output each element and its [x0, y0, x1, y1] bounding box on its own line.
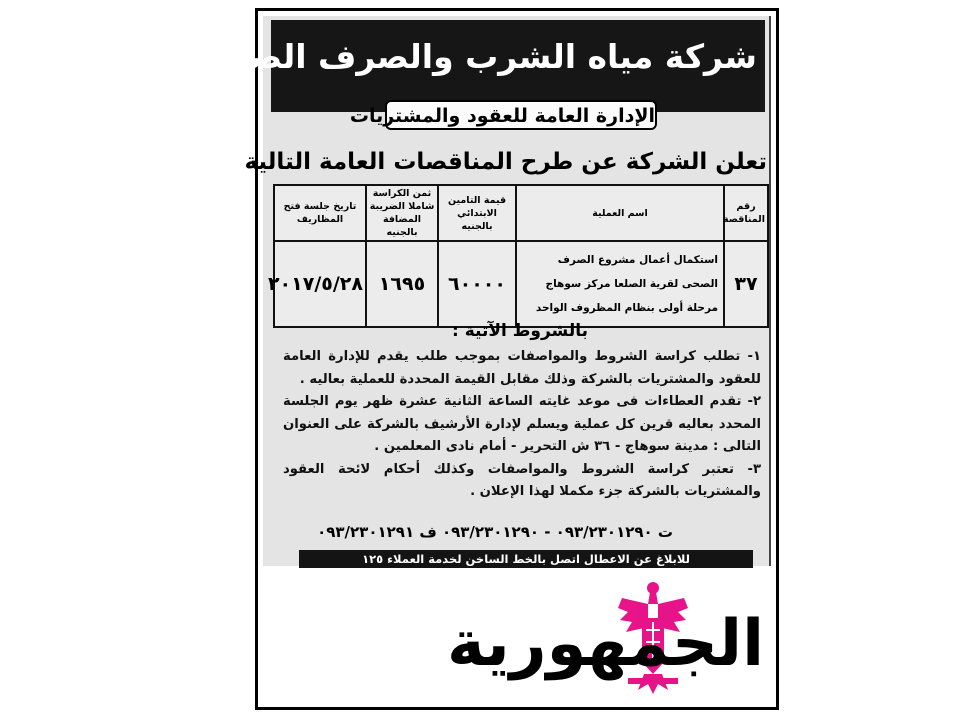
condition-item: ٣- تعتبر كراسة الشروط والمواصفات وكذلك أحكام لائحة العقود والمشتريات بالشركة جزء مكملا لهذا الإعلان . — [283, 461, 761, 499]
cell-operation: استكمال أعمال مشروع الصرف الصحى لقرية الصلعا مركز سوهاج مرحلة أولى بنظام المظروف الواحد — [516, 241, 724, 327]
table-row — [274, 241, 768, 327]
company-name: شركة مياه الشرب والصرف الصحى بسوهاج — [55, 37, 757, 76]
department-name: الإدارة العامة للعقود والمشتريات — [385, 100, 657, 130]
newspaper-clipping — [55, 16, 771, 566]
cell-booklet-price: ١٦٩٥ — [366, 241, 438, 327]
header-insurance: قيمة التامين الابتدائي بالجنيه — [438, 185, 516, 241]
header-operation: اسم العملية — [516, 185, 724, 241]
header-number: رقم المناقصة — [724, 185, 768, 241]
announcement-title: تعلن الشركة عن طرح المناقصات العامة التالية — [244, 149, 767, 175]
header-session-date: تاريخ جلسة فتح المظاريف — [274, 185, 366, 241]
cell-insurance: ٦٠٠٠٠ — [438, 241, 516, 327]
tender-table — [267, 184, 769, 328]
condition-item: ٢- تقدم العطاءات فى موعد غايته الساعة الثانية عشرة ظهر يوم الجلسة المحدد بعاليه قرين كل عملية ويسلم لإدارة الأرشيف بالشركة على العنوان التالى : مدينة سوهاج - ٣٦ ش التحرير - أمام نادى المعلمين . — [283, 394, 761, 454]
cell-session-date: ٢٠١٧/٥/٢٨ — [274, 241, 366, 327]
condition-item: ١- تطلب كراسة الشروط والمواصفات بموجب طلب يقدم للإدارة العامة للعقود والمشتريات بالشركة وذلك مقابل القيمة المحددة للعملية بعاليه . — [283, 349, 761, 387]
conditions-title: بالشروط الآتية : — [452, 321, 588, 341]
table-header-row — [274, 185, 768, 241]
header-booklet-price: ثمن الكراسة شاملا الضريبة المضافة بالجنيه — [366, 185, 438, 241]
conditions-list — [283, 346, 761, 504]
hotline-bar: للابلاغ عن الاعطال اتصل بالخط الساخن لخدمة العملاء ١٢٥ — [299, 550, 753, 568]
contact-phones: ت ٠٩٣/٢٣٠١٢٩٠ - ٠٩٣/٢٣٠١٢٩٠ ف ٠٩٣/٢٣٠١٢٩١ — [317, 523, 673, 541]
newspaper-logo — [446, 574, 770, 702]
newspaper-name: الجمهورية — [446, 607, 764, 681]
cell-number: ٣٧ — [724, 241, 768, 327]
